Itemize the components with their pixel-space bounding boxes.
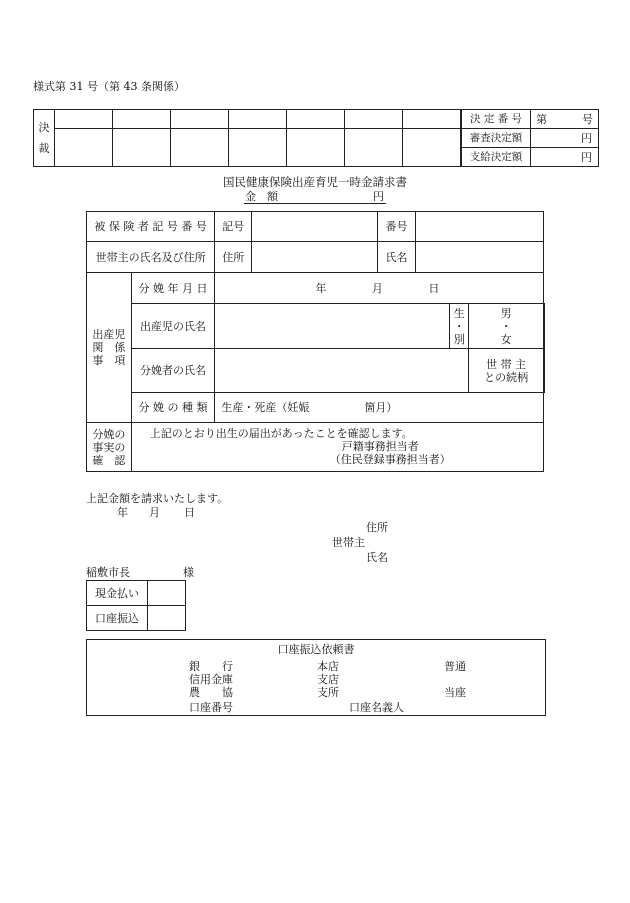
registry-officer: 戸籍事務担当者 bbox=[341, 440, 419, 453]
main-table bbox=[86, 211, 545, 472]
relation-line1: 世 帯 主 bbox=[486, 357, 527, 371]
relation-field[interactable] bbox=[544, 349, 545, 393]
sex-male: 男 bbox=[500, 306, 512, 320]
sex-col1-top: 生 bbox=[453, 306, 465, 320]
birth-section-line2: 関 係 bbox=[92, 341, 126, 354]
stamp-cell[interactable] bbox=[229, 129, 287, 167]
decision-number-cell[interactable] bbox=[531, 110, 599, 129]
request-address-label: 住所 bbox=[366, 521, 388, 534]
approval-stamp-table bbox=[33, 109, 461, 167]
stamp-cell[interactable] bbox=[345, 129, 403, 167]
sex-col1-bottom: 別 bbox=[453, 332, 465, 346]
stamp-cell[interactable] bbox=[345, 110, 403, 129]
sex-field[interactable] bbox=[469, 304, 544, 349]
decision-number-prefix: 第 bbox=[536, 112, 547, 126]
request-day: 日 bbox=[184, 506, 195, 519]
stamp-cell[interactable] bbox=[113, 129, 171, 167]
relation-line2: との続柄 bbox=[484, 370, 529, 384]
name-label: 氏名 bbox=[377, 242, 416, 273]
stamp-cell[interactable] bbox=[55, 129, 113, 167]
request-householder-label: 世帯主 bbox=[332, 536, 365, 549]
bank-transfer-title: 口座振込依頼書 bbox=[277, 643, 355, 656]
symbol-field[interactable] bbox=[252, 212, 377, 242]
decision-number-suffix: 号 bbox=[582, 112, 593, 126]
payment-amount-label: 支給決定額 bbox=[462, 148, 531, 167]
credit-union-label: 信用金庫 bbox=[189, 673, 233, 686]
sex-blank[interactable] bbox=[544, 304, 545, 349]
number-label: 番号 bbox=[377, 212, 416, 242]
review-amount-cell[interactable] bbox=[531, 129, 599, 148]
stamp-cell[interactable] bbox=[287, 129, 345, 167]
review-amount-unit: 円 bbox=[581, 131, 592, 145]
account-holder-label: 口座名義人 bbox=[349, 701, 404, 714]
householder-label: 世帯主の氏名及び住所 bbox=[87, 242, 215, 273]
child-name-field[interactable] bbox=[215, 304, 450, 349]
sex-dot: ・ bbox=[500, 319, 512, 333]
decision-number-label: 決 定 番 号 bbox=[462, 110, 531, 129]
amount-label: 金 額 bbox=[245, 190, 278, 203]
sex-col1-dot: ・ bbox=[453, 319, 465, 333]
confirm-line1: 分娩の bbox=[92, 427, 126, 441]
payment-amount-cell[interactable] bbox=[531, 148, 599, 167]
transfer-checkbox[interactable] bbox=[148, 606, 186, 631]
number-field[interactable] bbox=[416, 212, 544, 242]
request-month: 月 bbox=[149, 506, 160, 519]
address-field[interactable] bbox=[252, 242, 377, 273]
insured-number-label: 被 保 険 者 記 号 番 号 bbox=[87, 212, 215, 242]
ordinary-label: 普通 bbox=[444, 660, 466, 673]
approval-label-1: 決 bbox=[38, 121, 50, 134]
branch-office-label: 支所 bbox=[317, 686, 339, 699]
payment-method-table bbox=[86, 580, 186, 631]
agri-coop-label: 農 協 bbox=[189, 686, 233, 699]
relation-label bbox=[469, 349, 544, 393]
symbol-label: 記号 bbox=[215, 212, 252, 242]
decision-table bbox=[461, 109, 599, 167]
date-year: 年 bbox=[315, 281, 327, 295]
stamp-cell[interactable] bbox=[403, 110, 461, 129]
stamp-cell[interactable] bbox=[113, 110, 171, 129]
sex-female: 女 bbox=[500, 332, 512, 346]
mayor-label: 稲敷市長 bbox=[86, 566, 130, 579]
account-number-label: 口座番号 bbox=[189, 701, 233, 714]
cash-label: 現金払い bbox=[87, 581, 148, 606]
amount-unit: 円 bbox=[373, 190, 384, 203]
stamp-cell[interactable] bbox=[171, 129, 229, 167]
stamp-cell[interactable] bbox=[55, 110, 113, 129]
birth-section-label bbox=[87, 273, 132, 423]
delivery-type-field[interactable]: 生産・死産（妊娠 箇月） bbox=[215, 393, 544, 423]
address-label: 住所 bbox=[215, 242, 252, 273]
delivery-date-label: 分 娩 年 月 日 bbox=[131, 273, 215, 304]
payment-amount-unit: 円 bbox=[581, 150, 592, 164]
confirm-text: 上記のとおり出生の届出があったことを確認します。 bbox=[149, 427, 413, 440]
request-year: 年 bbox=[117, 506, 128, 519]
child-name-label: 出産児の氏名 bbox=[131, 304, 215, 349]
birth-section-line1: 出産児 bbox=[92, 328, 126, 341]
delivery-type-label: 分 娩 の 種 類 bbox=[131, 393, 215, 423]
confirm-field[interactable] bbox=[131, 423, 543, 472]
branch-label: 支店 bbox=[317, 673, 339, 686]
form-title: 国民健康保険出産育児一時金請求書 bbox=[223, 175, 407, 189]
stamp-cell[interactable] bbox=[287, 110, 345, 129]
confirm-label bbox=[87, 423, 132, 472]
stamp-cell[interactable] bbox=[171, 110, 229, 129]
resident-officer: （住民登録事務担当者） bbox=[329, 453, 451, 466]
bank-label: 銀 行 bbox=[189, 660, 233, 673]
amount-underline[interactable] bbox=[244, 203, 386, 204]
form-number: 様式第 31 号（第 43 条関係） bbox=[33, 80, 185, 93]
approval-label-cell bbox=[34, 110, 55, 167]
stamp-cell[interactable] bbox=[229, 110, 287, 129]
review-amount-label: 審査決定額 bbox=[462, 129, 531, 148]
confirm-line3: 確 認 bbox=[92, 453, 126, 467]
head-office-label: 本店 bbox=[317, 660, 339, 673]
cash-checkbox[interactable] bbox=[148, 581, 186, 606]
sex-label bbox=[450, 304, 469, 349]
transfer-label: 口座振込 bbox=[87, 606, 148, 631]
birth-section-line3: 事 項 bbox=[92, 354, 126, 367]
stamp-cell[interactable] bbox=[403, 129, 461, 167]
request-text: 上記金額を請求いたします。 bbox=[86, 492, 229, 505]
householder-name-field[interactable] bbox=[416, 242, 544, 273]
mother-name-field[interactable] bbox=[215, 349, 469, 393]
confirm-line2: 事実の bbox=[92, 440, 126, 454]
bank-transfer-box[interactable] bbox=[86, 639, 546, 716]
delivery-date-field[interactable] bbox=[215, 273, 544, 304]
mother-name-label: 分娩者の氏名 bbox=[131, 349, 215, 393]
mayor-honorific: 様 bbox=[183, 566, 194, 579]
current-label: 当座 bbox=[444, 686, 466, 699]
date-month: 月 bbox=[371, 281, 383, 295]
date-day: 日 bbox=[428, 281, 440, 295]
approval-label-2: 裁 bbox=[38, 142, 50, 155]
request-name-label: 氏名 bbox=[366, 551, 388, 564]
